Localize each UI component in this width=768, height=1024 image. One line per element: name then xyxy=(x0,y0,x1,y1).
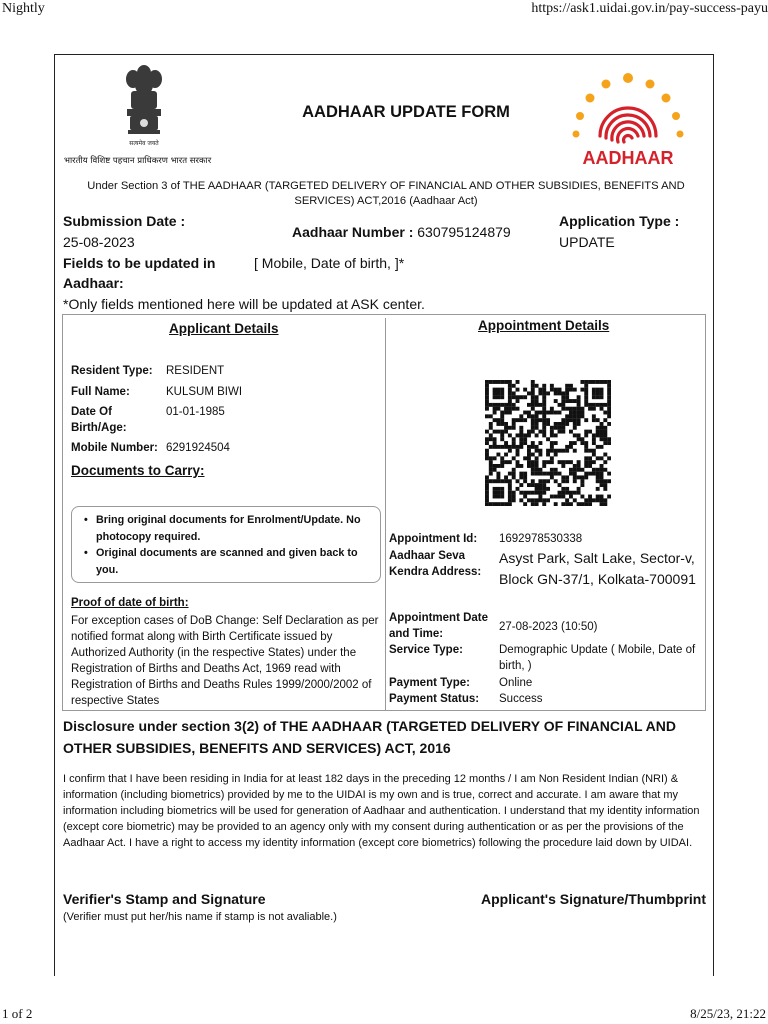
dob-label-line1: Date Of xyxy=(71,406,112,418)
appointment-id: 1692978530338 xyxy=(499,533,583,545)
verifier-note: (Verifier must put her/his name if stamp is not avaliable.) xyxy=(63,911,337,923)
disclosure-text: I confirm that I have been residing in India for at least 182 days in the preceding 12 months / I am Non Resident Indian (NRI) & information (including biometrics) provided by me to the UIDAI is my own and is true, correct and accurate. I am aware that my information including biometrics will be used for generation of Aadhaar and authentication. I understand that my identity information (except core biometric) may be provided to an agency only with my consent during authentication or as per the provisions of the Aadhaar Act. I have a right to access my identity information (except core biometrics) following the procedure laid down by UIDAI. xyxy=(63,773,700,849)
list-item: • Original documents are scanned and given back to you. xyxy=(84,545,374,578)
application-type: UPDATE xyxy=(559,234,615,250)
appointment-datetime-label-line1: Appointment Date xyxy=(389,612,489,624)
kendra-label-line1: Aadhaar Seva xyxy=(389,550,466,562)
verifier-signature-heading: Verifier's Stamp and Signature xyxy=(63,891,266,907)
list-item: • Bring original documents for Enrolment/Update. No photocopy required. xyxy=(84,512,374,545)
mobile-number: 6291924504 xyxy=(166,442,230,454)
service-type-label: Service Type: xyxy=(389,644,463,656)
page-count: 1 of 2 xyxy=(2,1006,33,1021)
payment-status-label: Payment Status: xyxy=(389,693,480,705)
full-name: KULSUM BIWI xyxy=(166,386,243,398)
appointment-id-label: Appointment Id: xyxy=(389,533,478,545)
form-title: AADHAAR UPDATE FORM xyxy=(302,103,510,121)
appointment-details-heading: Appointment Details xyxy=(478,318,610,333)
date-of-birth: 01-01-1985 xyxy=(166,406,225,418)
kendra-label-line2: Kendra Address: xyxy=(389,566,482,578)
grid-divider xyxy=(385,318,386,711)
kendra-address: Asyst Park, Salt Lake, Sector-v, Block GN-37/1, Kolkata-700091 xyxy=(499,550,696,587)
payment-type-label: Payment Type: xyxy=(389,677,470,689)
aadhaar-number: 630795124879 xyxy=(417,224,511,240)
payment-status: Success xyxy=(499,693,543,705)
proof-of-dob-text: For exception cases of DoB Change: Self Declaration as per notified format along with Birth Certificate issued by Authorized Authority (in the respective States) under the Registration of Births and Deaths Act, 1969 read with Registration of Births and Deaths Rules 1999/2000/2002 of respective States xyxy=(71,615,379,707)
service-type: Demographic Update ( Mobile, Date of birth, ) xyxy=(499,644,696,672)
dob-label-line2: Birth/Age: xyxy=(71,422,127,434)
documents-list xyxy=(84,512,374,578)
resident-type-label: Resident Type: xyxy=(71,365,153,377)
emblem-motto: सत्यमेव जयते xyxy=(129,140,159,147)
browser-title: Nightly xyxy=(2,1,45,16)
aadhaar-number-label: Aadhaar Number : xyxy=(292,224,414,240)
applicant-details-heading: Applicant Details xyxy=(169,321,279,336)
fields-note: *Only fields mentioned here will be updated at ASK center. xyxy=(63,296,425,312)
full-name-label: Full Name: xyxy=(71,386,130,398)
appointment-datetime-label-line2: and Time: xyxy=(389,628,444,640)
proof-of-dob-heading: Proof of date of birth: xyxy=(71,597,189,609)
govt-name: भारतीय विशिष्ट पहचान प्राधिकरण भारत सरकार xyxy=(64,156,212,166)
payment-type: Online xyxy=(499,677,533,689)
aadhaar-logo-text: AADHAAR xyxy=(582,148,674,168)
resident-type: RESIDENT xyxy=(166,365,225,377)
appointment-datetime: 27-08-2023 (10:50) xyxy=(499,621,598,633)
submission-date: 25-08-2023 xyxy=(63,234,135,250)
browser-url[interactable]: https://ask1.uidai.gov.in/pay-success-payu xyxy=(531,1,768,16)
fields-value: [ Mobile, Date of birth, ]* xyxy=(254,255,405,271)
national-emblem-icon xyxy=(122,63,166,149)
disclosure-heading: Disclosure under section 3(2) of THE AADHAAR (TARGETED DELIVERY OF FINANCIAL AND OTHER SUBSIDIES, BENEFITS AND SERVICES) ACT, 2016 xyxy=(63,718,676,756)
documents-heading: Documents to Carry: xyxy=(71,463,205,478)
print-datetime: 8/25/23, 21:22 xyxy=(690,1006,766,1021)
submission-date-label: Submission Date : xyxy=(63,213,186,229)
aadhaar-logo-icon xyxy=(566,70,690,170)
fields-label-line2: Aadhaar: xyxy=(63,275,124,291)
aadhaar-number-field xyxy=(292,224,511,240)
fields-label-line1: Fields to be updated in xyxy=(63,255,216,271)
application-type-label: Application Type : xyxy=(559,213,680,229)
mobile-number-label: Mobile Number: xyxy=(71,442,158,454)
act-reference: Under Section 3 of THE AADHAAR (TARGETED DELIVERY OF FINANCIAL AND OTHER SUBSIDIES, BENEFITS AND SERVICES) ACT,2016 (Aadhaar Act) xyxy=(87,180,685,207)
qr-code-icon xyxy=(485,380,611,506)
applicant-signature-heading: Applicant's Signature/Thumbprint xyxy=(481,891,706,907)
